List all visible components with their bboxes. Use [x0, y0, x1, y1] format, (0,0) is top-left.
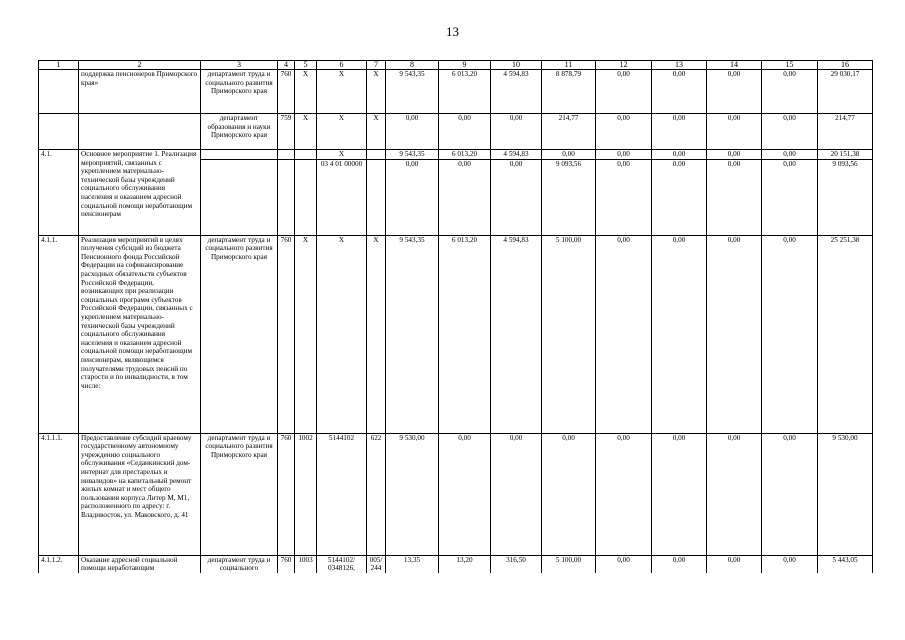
amount-cell: 9 543,35 — [386, 70, 439, 114]
amount-cell: 4 594,83 — [491, 70, 542, 114]
table-row — [39, 433, 873, 555]
amount-cell: 0,00 — [542, 150, 596, 160]
amount-cell: 0,00 — [652, 114, 707, 150]
row-number-cell: 4.1.1. — [39, 235, 79, 433]
amount-cell: 5 100,00 — [542, 235, 596, 433]
table-cell — [278, 150, 295, 160]
table-cell: X — [367, 70, 386, 114]
table-cell: 5144102/ 0348126, — [317, 555, 367, 573]
table-cell: 1003 — [295, 555, 317, 573]
table-cell: X — [317, 114, 367, 150]
amount-cell: 0,00 — [707, 114, 762, 150]
table-cell — [295, 150, 317, 160]
row-number-cell — [39, 70, 79, 114]
table-cell — [295, 159, 317, 235]
table-cell: 760 — [278, 433, 295, 555]
table-cell: 1002 — [295, 433, 317, 555]
table-cell: X — [295, 235, 317, 433]
total-cell: 20 151,38 — [818, 150, 873, 160]
column-header: 16 — [818, 61, 873, 70]
amount-cell: 214,77 — [542, 114, 596, 150]
amount-cell: 8 878,79 — [542, 70, 596, 114]
table-cell: X — [295, 70, 317, 114]
table-cell: 759 — [278, 114, 295, 150]
amount-cell: 0,00 — [439, 159, 491, 235]
amount-cell: 0,00 — [707, 159, 762, 235]
activity-name-cell — [79, 114, 201, 150]
column-number-row — [39, 61, 873, 70]
total-cell: 214,77 — [818, 114, 873, 150]
total-cell: 29 030,17 — [818, 70, 873, 114]
amount-cell: 0,00 — [762, 555, 818, 573]
table-cell — [367, 159, 386, 235]
activity-name-cell: Оказание адресной социальной помощи неработающим — [79, 555, 201, 573]
column-header: 10 — [491, 61, 542, 70]
column-header: 15 — [762, 61, 818, 70]
column-header: 3 — [201, 61, 278, 70]
total-cell: 5 443,05 — [818, 555, 873, 573]
budget-table — [38, 60, 873, 573]
column-header: 1 — [39, 61, 79, 70]
amount-cell: 0,00 — [652, 150, 707, 160]
table-cell: 622 — [367, 433, 386, 555]
total-cell: 9 530,00 — [818, 433, 873, 555]
table-cell: X — [367, 235, 386, 433]
amount-cell: 0,00 — [596, 150, 652, 160]
amount-cell: 9 093,56 — [542, 159, 596, 235]
table-cell: 03 4 01 00000 — [317, 159, 367, 235]
table-cell: 760 — [278, 555, 295, 573]
amount-cell: 0,00 — [439, 433, 491, 555]
amount-cell: 0,00 — [762, 150, 818, 160]
amount-cell: 0,00 — [652, 555, 707, 573]
activity-name-cell: Предоставление субсидий краевому государственному автономному учреждению социального обслуживания «Седанкинский дом-интернат для престарелых и инвалидов» на капитальный ремонт жилых комнат и мест общего пользования корпуса Литер М, М1, расположенного по адресу: г. Владивосток, ул. Маковского, д. 41 — [79, 433, 201, 555]
column-header: 5 — [295, 61, 317, 70]
amount-cell: 0,00 — [386, 159, 439, 235]
amount-cell: 4 594,83 — [491, 235, 542, 433]
amount-cell: 0,00 — [596, 235, 652, 433]
executor-cell: департамент труда и социального — [201, 555, 278, 573]
amount-cell: 0,00 — [491, 433, 542, 555]
table-row — [39, 555, 873, 573]
amount-cell: 0,00 — [652, 235, 707, 433]
amount-cell: 0,00 — [762, 114, 818, 150]
amount-cell: 0,00 — [596, 159, 652, 235]
table-cell: 760 — [278, 70, 295, 114]
amount-cell: 9 543,35 — [386, 150, 439, 160]
amount-cell: 6 013,20 — [439, 235, 491, 433]
row-number-cell — [39, 114, 79, 150]
column-header: 6 — [317, 61, 367, 70]
total-cell: 9 093,56 — [818, 159, 873, 235]
amount-cell: 0,00 — [596, 70, 652, 114]
amount-cell: 0,00 — [652, 70, 707, 114]
row-number-cell: 4.1.1.2. — [39, 555, 79, 573]
table-cell: X — [317, 150, 367, 160]
amount-cell: 6 013,20 — [439, 150, 491, 160]
table-cell: 760 — [278, 235, 295, 433]
amount-cell: 13,35 — [386, 555, 439, 573]
amount-cell: 316,50 — [491, 555, 542, 573]
amount-cell: 0,00 — [707, 433, 762, 555]
column-header: 8 — [386, 61, 439, 70]
amount-cell: 0,00 — [762, 433, 818, 555]
amount-cell: 9 543,35 — [386, 235, 439, 433]
table-cell: X — [295, 114, 317, 150]
column-header: 11 — [542, 61, 596, 70]
amount-cell: 0,00 — [386, 114, 439, 150]
table-cell — [278, 159, 295, 235]
activity-name-cell: Реализация мероприятий в целях получения субсидий из бюджета Пенсионного фонда Российской Федерации на софинансирование расходных обязательств субъектов Российской Федерации, возникающих при реализации социальных программ субъектов Российской Федерации, связанных с укреплением материально-технической базы учреждений социального обслуживания населения и оказанием адресной социальной помощи неработающим пенсионерам, являющимся получателями трудовых пенсий по старости и по инвалидности, в том числе: — [79, 235, 201, 433]
executor-cell: департамент труда и социального развития Приморского края — [201, 235, 278, 433]
amount-cell: 0,00 — [542, 433, 596, 555]
executor-cell — [201, 150, 278, 160]
amount-cell: 13,20 — [439, 555, 491, 573]
amount-cell: 0,00 — [707, 555, 762, 573]
column-header: 4 — [278, 61, 295, 70]
row-number-cell: 4.1. — [39, 150, 79, 236]
table-cell: X — [317, 70, 367, 114]
activity-name-cell: Основное мероприятие 1. Реализация мероприятий, связанных с укреплением материально-технической базы учреждений социального обслуживания населения и оказанием адресной социальной помощи неработающим пенсионерам — [79, 150, 201, 236]
activity-name-cell: поддержка пенсионеров Приморского края» — [79, 70, 201, 114]
amount-cell: 0,00 — [707, 70, 762, 114]
table-row — [39, 150, 873, 160]
amount-cell: 9 530,00 — [386, 433, 439, 555]
amount-cell: 4 594,83 — [491, 150, 542, 160]
amount-cell: 0,00 — [491, 159, 542, 235]
amount-cell: 0,00 — [439, 114, 491, 150]
column-header: 2 — [79, 61, 201, 70]
amount-cell: 0,00 — [596, 433, 652, 555]
executor-cell — [201, 159, 278, 235]
amount-cell: 0,00 — [762, 70, 818, 114]
amount-cell: 5 100,00 — [542, 555, 596, 573]
column-header: 9 — [439, 61, 491, 70]
amount-cell: 0,00 — [652, 159, 707, 235]
total-cell: 25 251,38 — [818, 235, 873, 433]
amount-cell: 6 013,20 — [439, 70, 491, 114]
executor-cell: департамент труда и социального развития Приморского края — [201, 70, 278, 114]
table-cell: 005/ 244 — [367, 555, 386, 573]
executor-cell: департамент труда и социального развития Приморского края — [201, 433, 278, 555]
amount-cell: 0,00 — [762, 159, 818, 235]
column-header: 13 — [652, 61, 707, 70]
table-cell — [367, 150, 386, 160]
table-row — [39, 114, 873, 150]
amount-cell: 0,00 — [762, 235, 818, 433]
column-header: 12 — [596, 61, 652, 70]
amount-cell: 0,00 — [596, 114, 652, 150]
table-row — [39, 235, 873, 433]
amount-cell: 0,00 — [652, 433, 707, 555]
table-row — [39, 70, 873, 114]
amount-cell: 0,00 — [707, 235, 762, 433]
amount-cell: 0,00 — [596, 555, 652, 573]
page-number: 13 — [446, 24, 459, 39]
column-header: 7 — [367, 61, 386, 70]
table-cell: 5144102 — [317, 433, 367, 555]
row-number-cell: 4.1.1.1. — [39, 433, 79, 555]
amount-cell: 0,00 — [707, 150, 762, 160]
table-cell: X — [367, 114, 386, 150]
executor-cell: департамент образования и науки Приморского края — [201, 114, 278, 150]
amount-cell: 0,00 — [491, 114, 542, 150]
column-header: 14 — [707, 61, 762, 70]
table-cell: X — [317, 235, 367, 433]
